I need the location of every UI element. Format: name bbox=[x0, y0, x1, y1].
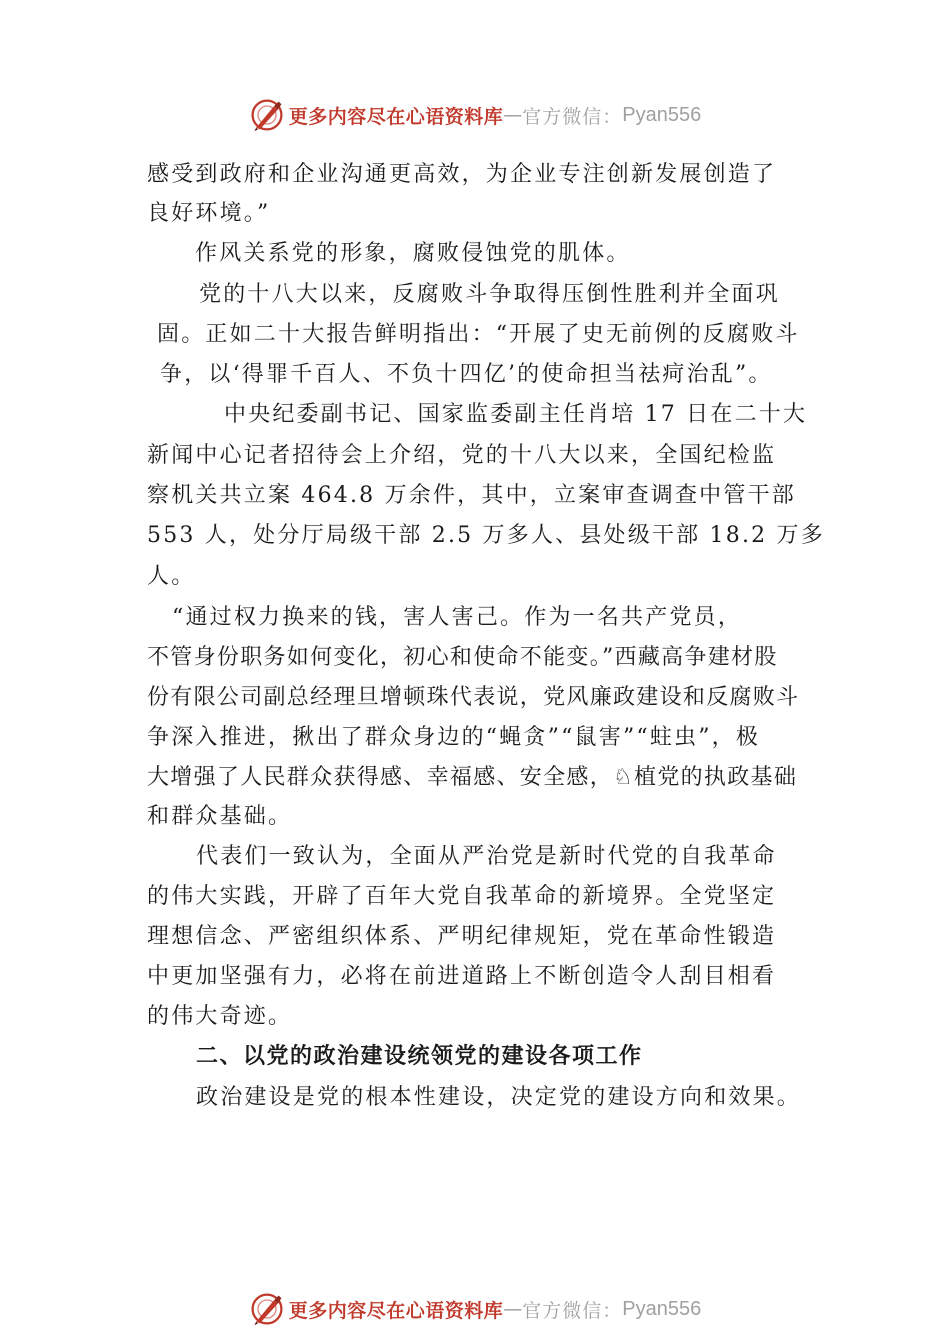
text-line: 党的十八大以来，反腐败斗争取得压倒性胜利并全面巩 bbox=[199, 282, 780, 307]
text-line: 的伟大实践，开辟了百年大党自我革命的新境界。全党坚定 bbox=[147, 884, 777, 909]
banner-wechat-id: Pyan556 bbox=[622, 1297, 702, 1320]
pen-logo-icon bbox=[249, 1291, 285, 1327]
text-line: 代表们一致认为，全面从严治党是新时代党的自我革命 bbox=[196, 844, 777, 869]
banner-separator: — bbox=[503, 1298, 523, 1320]
text-line: 固。正如二十大报告鲜明指出：“开展了史无前例的反腐败斗 bbox=[157, 322, 800, 347]
banner-wechat-label: 官方微信： bbox=[522, 1299, 623, 1322]
text-line: 中更加坚强有力，必将在前进道路上不断创造令人刮目相看 bbox=[147, 964, 777, 989]
footer-watermark-banner bbox=[0, 1289, 950, 1329]
text-line: 份有限公司副总经理旦增顿珠代表说，党风廉政建设和反腐败斗 bbox=[147, 685, 800, 710]
banner-wechat-id: Pyan556 bbox=[622, 103, 702, 126]
text-line: 作风关系党的形象，腐败侵蚀党的肌体。 bbox=[195, 241, 631, 266]
banner-wechat-label: 官方微信： bbox=[522, 105, 623, 128]
text-line: 理想信念、严密组织体系、严明纪律规矩，党在革命性锻造 bbox=[147, 924, 777, 949]
banner-brand-text: 更多内容尽在心语资料库 bbox=[288, 105, 504, 128]
text-line: 良好环境。” bbox=[147, 201, 271, 226]
text-line: 政治建设是党的根本性建设，决定党的建设方向和效果。 bbox=[196, 1085, 802, 1110]
text-line: 的伟大奇迹。 bbox=[147, 1004, 293, 1029]
text-line: 不管身份职务如何变化，初心和使命不能变。”西藏高争建材股 bbox=[147, 645, 778, 670]
text-line: 大增强了人民群众获得感、幸福感、安全感，♘植党的执政基础 bbox=[147, 765, 798, 790]
text-line: 人。 bbox=[147, 564, 196, 589]
pen-logo-icon bbox=[249, 97, 285, 133]
text-line: 中央纪委副书记、国家监委副主任肖培 17 日在二十大 bbox=[224, 402, 808, 427]
text-line: 争，以‘得罪千百人、不负十四亿’的使命担当祛疴治乱”。 bbox=[160, 362, 773, 387]
header-watermark-banner bbox=[0, 95, 950, 135]
text-line: 553 人，处分厅局级干部 2.5 万多人、县处级干部 18.2 万多 bbox=[147, 523, 825, 548]
text-line: “通过权力换来的钱，害人害己。作为一名共产党员， bbox=[172, 605, 743, 630]
banner-separator: — bbox=[503, 104, 523, 126]
text-line: 察机关共立案 464.8 万余件，其中，立案审查调查中管干部 bbox=[147, 483, 796, 508]
text-line: 和群众基础。 bbox=[147, 804, 293, 829]
section-heading: 二、以党的政治建设统领党的建设各项工作 bbox=[196, 1044, 643, 1069]
text-line: 新闻中心记者招待会上介绍，党的十八大以来，全国纪检监 bbox=[147, 443, 777, 468]
banner-brand-text: 更多内容尽在心语资料库 bbox=[288, 1299, 504, 1322]
text-line: 感受到政府和企业沟通更高效，为企业专注创新发展创造了 bbox=[147, 162, 777, 187]
text-line: 争深入推进，揪出了群众身边的“蝇贪”“鼠害”“蛀虫”，极 bbox=[147, 725, 761, 750]
